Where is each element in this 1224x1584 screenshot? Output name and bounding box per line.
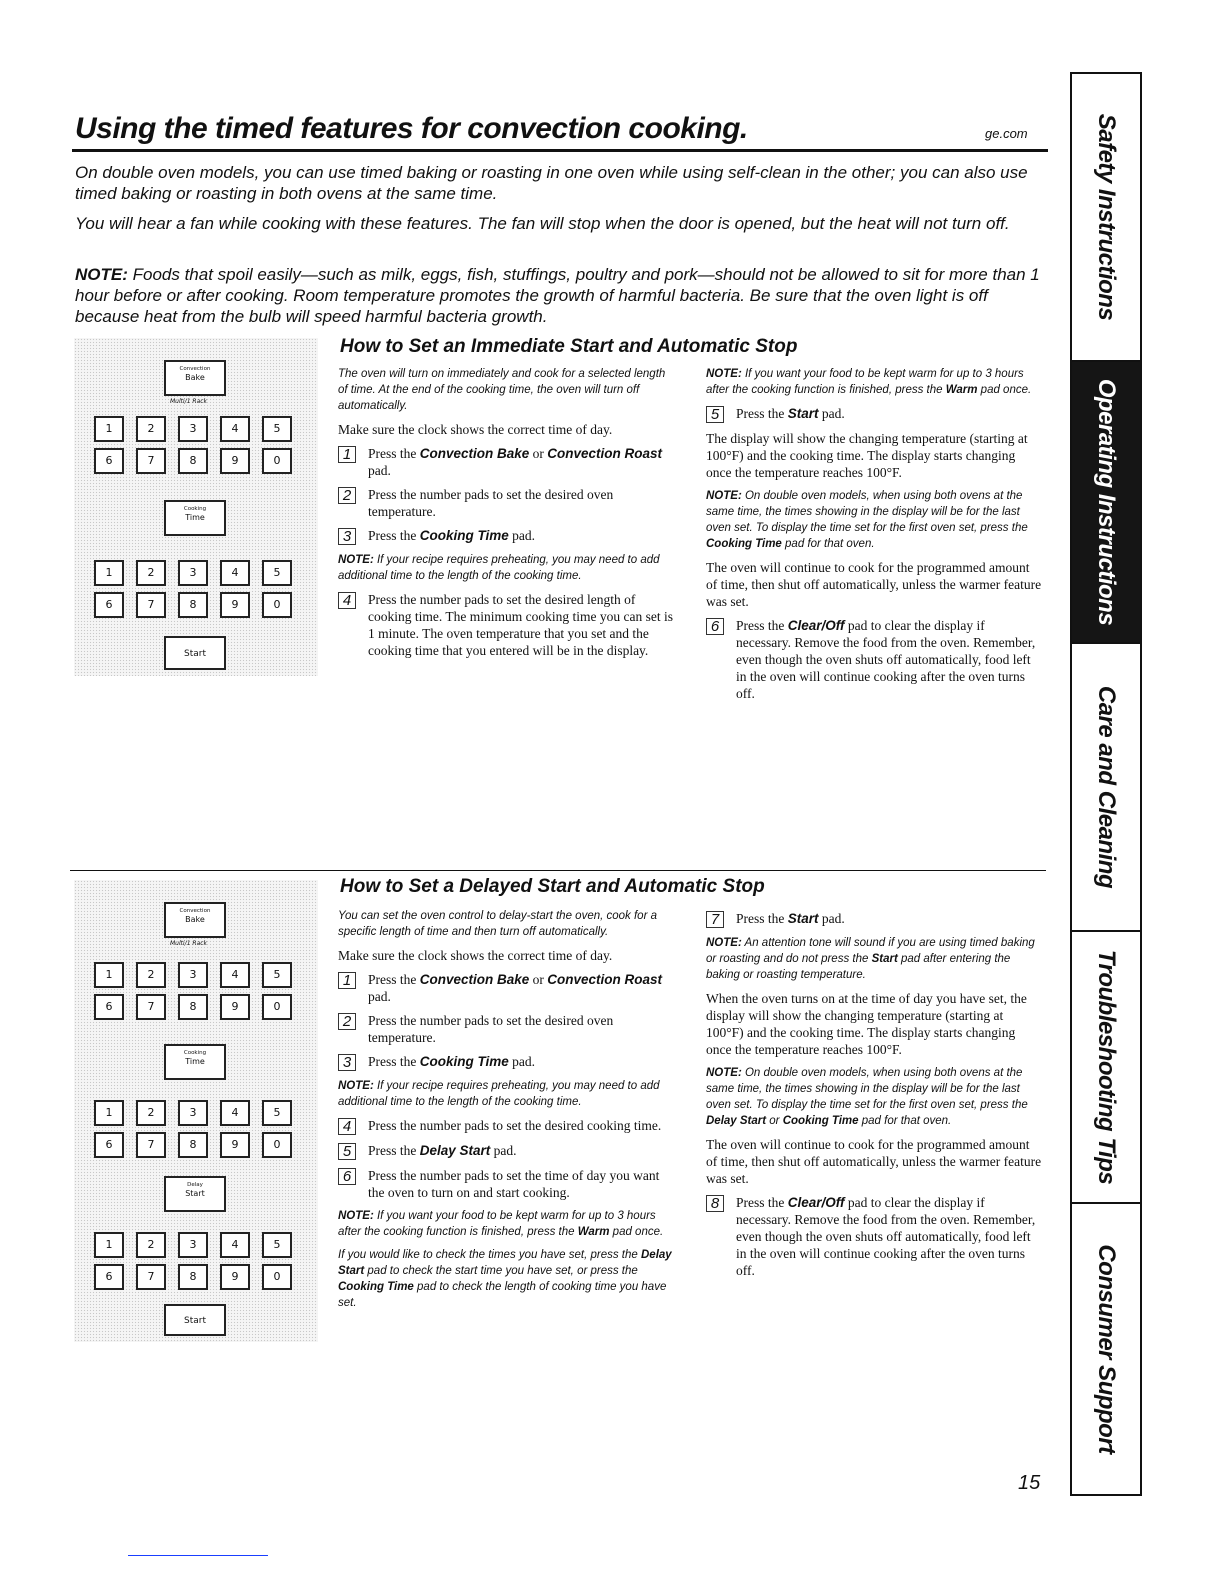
section-divider bbox=[70, 870, 1046, 871]
clock-instruction: Make sure the clock shows the correct time of day. bbox=[338, 422, 613, 437]
digit-pad[interactable]: 2 bbox=[136, 1100, 166, 1126]
digit-pad[interactable]: 6 bbox=[94, 1132, 124, 1158]
step-number: 4 bbox=[338, 592, 356, 609]
digit-pad[interactable]: 7 bbox=[136, 994, 166, 1020]
intro-note bbox=[75, 264, 1050, 327]
step-4: 4 Press the number pads to set the desired cooking time. bbox=[338, 1117, 678, 1135]
site-url: ge.com bbox=[985, 126, 1028, 141]
step-7: 7 Press the Start pad. bbox=[706, 910, 1042, 928]
tab-operating-instructions[interactable]: Operating Instructions bbox=[1072, 362, 1140, 644]
digit-pad[interactable]: 3 bbox=[178, 1100, 208, 1126]
digit-pad[interactable]: 5 bbox=[262, 962, 292, 988]
note-label: NOTE: bbox=[75, 265, 128, 284]
step-number: 2 bbox=[338, 1013, 356, 1030]
page-number: 15 bbox=[1018, 1472, 1041, 1494]
digit-pad[interactable]: 7 bbox=[136, 448, 166, 474]
digit-pad[interactable]: 5 bbox=[262, 1100, 292, 1126]
step-number: 3 bbox=[338, 528, 356, 545]
intro-fan: You will hear a fan while cooking with these features. The fan will stop when the door is opened, but the heat will not turn off. bbox=[75, 214, 1010, 233]
keypad-panel-delayed bbox=[74, 880, 318, 1342]
digit-pad[interactable]: 0 bbox=[262, 448, 292, 474]
digit-pad[interactable]: 0 bbox=[262, 1264, 292, 1290]
step-8: 8 Press the Clear/Off pad to clear the display if necessary. Remove the food from the oven. Remember, even though the oven shuts off automatically, food left in the oven will continue cooking after the oven turns off. bbox=[706, 1194, 1042, 1279]
clock-instruction: Make sure the clock shows the correct time of day. bbox=[338, 948, 613, 963]
section-intro: You can set the oven control to delay-start the oven, cook for a specific length of time and then turn off automatically. bbox=[338, 910, 657, 938]
cooking-time-pad[interactable]: Cooking Time bbox=[164, 1044, 226, 1080]
digit-pad[interactable]: 2 bbox=[136, 1232, 166, 1258]
step-number: 1 bbox=[338, 972, 356, 989]
digit-pad[interactable]: 7 bbox=[136, 592, 166, 618]
section-tabs bbox=[1070, 72, 1142, 1496]
section-delayed-title: How to Set a Delayed Start and Automatic Stop bbox=[340, 876, 765, 897]
digit-pad[interactable]: 8 bbox=[178, 448, 208, 474]
digit-pad[interactable]: 0 bbox=[262, 994, 292, 1020]
note-double-oven: NOTE: On double oven models, when using both ovens at the same time, the times showing in the display will be for the last oven set. To display the time set for the first oven set, press the Cooking Time pad for that oven. bbox=[706, 490, 1028, 550]
note-warm: NOTE: If you want your food to be kept warm for up to 3 hours after the cooking function is finished, press the Warm pad once. bbox=[706, 368, 1032, 396]
digit-pad[interactable]: 4 bbox=[220, 416, 250, 442]
digit-pad[interactable]: 3 bbox=[178, 416, 208, 442]
digit-pad[interactable]: 3 bbox=[178, 962, 208, 988]
step-4: 4 Press the number pads to set the desired length of cooking time. The minimum cooking time you can set is 1 minute. The oven temperature that you set and the cooking time that you entered will be in the display. bbox=[338, 591, 678, 659]
digit-pad[interactable]: 9 bbox=[220, 1132, 250, 1158]
step-2: 2 Press the number pads to set the desired oven temperature. bbox=[338, 486, 678, 520]
section-immediate-left-column bbox=[338, 366, 678, 666]
digit-pad[interactable]: 1 bbox=[94, 1232, 124, 1258]
digit-pad[interactable]: 1 bbox=[94, 416, 124, 442]
continue-info: The oven will continue to cook for the programmed amount of time, then shut off automatically, unless the warmer feature was set. bbox=[706, 560, 1042, 609]
digit-pad[interactable]: 1 bbox=[94, 1100, 124, 1126]
section-delayed-left-column bbox=[338, 908, 678, 1318]
digit-pad[interactable]: 9 bbox=[220, 592, 250, 618]
step-number: 6 bbox=[706, 618, 724, 635]
digit-pad[interactable]: 1 bbox=[94, 962, 124, 988]
title-rule bbox=[72, 149, 1048, 152]
note-attention-tone: NOTE: An attention tone will sound if you are using timed baking or roasting and do not press the Start pad after entering the baking or roasting temperature. bbox=[706, 937, 1035, 981]
digit-pad[interactable]: 6 bbox=[94, 994, 124, 1020]
step-6: 6 Press the Clear/Off pad to clear the display if necessary. Remove the food from the oven. Remember, even though the oven shuts off automatically, food left in the oven will continue cooking after the oven turns off. bbox=[706, 617, 1042, 702]
step-number: 8 bbox=[706, 1195, 724, 1212]
tab-consumer-support[interactable]: Consumer Support bbox=[1093, 1244, 1120, 1454]
note-preheat: NOTE: If your recipe requires preheating, you may need to add additional time to the length of the cooking time. bbox=[338, 554, 660, 582]
digit-pad[interactable]: 6 bbox=[94, 592, 124, 618]
digit-pad[interactable]: 0 bbox=[262, 1132, 292, 1158]
digit-pad[interactable]: 3 bbox=[178, 560, 208, 586]
multi-rack-label: Multi/1 Rack bbox=[170, 940, 208, 947]
digit-pad[interactable]: 4 bbox=[220, 1232, 250, 1258]
step-number: 4 bbox=[338, 1118, 356, 1135]
note-check-times: If you would like to check the times you have set, press the Delay Start pad to check the start time you have set, or press the Cooking Time pad to check the length of cooking time you have set. bbox=[338, 1249, 672, 1309]
digit-pad[interactable]: 3 bbox=[178, 1232, 208, 1258]
section-immediate-right-column bbox=[706, 366, 1042, 709]
convection-bake-pad[interactable]: Convection Bake bbox=[164, 360, 226, 396]
display-info: The display will show the changing temperature (starting at 100°F) and the cooking time. The display starts changing once the temperature reaches 100°F. bbox=[706, 431, 1028, 480]
digit-pad[interactable]: 4 bbox=[220, 962, 250, 988]
digit-pad[interactable]: 5 bbox=[262, 1232, 292, 1258]
step-number: 1 bbox=[338, 446, 356, 463]
section-intro: The oven will turn on immediately and cook for a selected length of time. At the end of the cooking time, the oven will turn off automatically. bbox=[338, 368, 666, 412]
when-info: When the oven turns on at the time of day you have set, the display will show the changing temperature (starting at 100°F) and the cooking time. The display starts changing once the temperature reaches 100°F. bbox=[706, 991, 1027, 1057]
digit-pad[interactable]: 9 bbox=[220, 448, 250, 474]
intro-double-oven: On double oven models, you can use timed baking or roasting in one oven while using self-clean in the other; you can also use timed baking or roasting in both ovens at the same time. bbox=[75, 163, 1028, 203]
digit-pad[interactable]: 5 bbox=[262, 416, 292, 442]
step-1: 1 Press the Convection Bake or Convection Roast pad. bbox=[338, 971, 678, 1005]
convection-bake-pad[interactable]: Convection Bake bbox=[164, 902, 226, 938]
step-5: 5 Press the Delay Start pad. bbox=[338, 1142, 678, 1160]
section-immediate-title: How to Set an Immediate Start and Automatic Stop bbox=[340, 336, 798, 357]
digit-pad[interactable]: 0 bbox=[262, 592, 292, 618]
step-number: 7 bbox=[706, 911, 724, 928]
note-text: Foods that spoil easily—such as milk, eggs, fish, stuffings, poultry and pork—should not be allowed to sit for more than 1 hour before or after cooking. Room temperature promotes the growth of harmful bacteria. Be sure that the oven light is off because heat from the bulb will speed harmful bacteria growth. bbox=[75, 265, 1040, 326]
delay-start-pad[interactable]: Delay Start bbox=[164, 1176, 226, 1212]
tab-troubleshooting-tips[interactable]: Troubleshooting Tips bbox=[1072, 932, 1140, 1204]
step-number: 5 bbox=[338, 1143, 356, 1160]
footer-link-underline bbox=[128, 1555, 268, 1556]
digit-pad[interactable]: 4 bbox=[220, 560, 250, 586]
digit-pad[interactable]: 2 bbox=[136, 560, 166, 586]
step-number: 6 bbox=[338, 1168, 356, 1185]
step-2: 2 Press the number pads to set the desired oven temperature. bbox=[338, 1012, 678, 1046]
step-number: 5 bbox=[706, 406, 724, 423]
digit-pad[interactable]: 5 bbox=[262, 560, 292, 586]
digit-pad[interactable]: 6 bbox=[94, 1264, 124, 1290]
step-3: 3 Press the Cooking Time pad. bbox=[338, 1053, 678, 1071]
digit-pad[interactable]: 4 bbox=[220, 1100, 250, 1126]
continue-info: The oven will continue to cook for the programmed amount of time, then shut off automatically, unless the warmer feature was set. bbox=[706, 1137, 1042, 1186]
multi-rack-label: Multi/1 Rack bbox=[170, 398, 208, 405]
step-number: 3 bbox=[338, 1054, 356, 1071]
digit-pad[interactable]: 7 bbox=[136, 1132, 166, 1158]
digit-pad[interactable]: 2 bbox=[136, 962, 166, 988]
start-pad[interactable]: Start bbox=[164, 1304, 226, 1336]
digit-pad[interactable]: 9 bbox=[220, 1264, 250, 1290]
digit-pad[interactable]: 2 bbox=[136, 416, 166, 442]
page-title: Using the timed features for convection cooking. bbox=[75, 112, 748, 145]
cooking-time-pad[interactable]: Cooking Time bbox=[164, 500, 226, 536]
digit-pad[interactable]: 8 bbox=[178, 994, 208, 1020]
step-number: 2 bbox=[338, 487, 356, 504]
step-3: 3 Press the Cooking Time pad. bbox=[338, 527, 678, 545]
note-double-oven: NOTE: On double oven models, when using both ovens at the same time, the times showing in the display will be for the last oven set. To display the time set for the first oven set, press the Delay Start or Cooking Time pad for that oven. bbox=[706, 1067, 1028, 1127]
tab-safety-instructions[interactable]: Safety Instructions bbox=[1072, 74, 1140, 362]
start-pad[interactable]: Start bbox=[164, 636, 226, 670]
step-6: 6 Press the number pads to set the time of day you want the oven to turn on and start cooking. bbox=[338, 1167, 678, 1201]
digit-pad[interactable]: 9 bbox=[220, 994, 250, 1020]
note-warm: NOTE: If you want your food to be kept warm for up to 3 hours after the cooking function is finished, press the Warm pad once. bbox=[338, 1210, 664, 1238]
digit-pad[interactable]: 8 bbox=[178, 592, 208, 618]
keypad-panel-immediate bbox=[74, 338, 318, 676]
note-preheat: NOTE: If your recipe requires preheating, you may need to add additional time to the length of the cooking time. bbox=[338, 1080, 660, 1108]
digit-pad[interactable]: 7 bbox=[136, 1264, 166, 1290]
step-5: 5 Press the Start pad. bbox=[706, 405, 1042, 423]
section-delayed-right-column bbox=[706, 908, 1042, 1286]
tab-care-and-cleaning[interactable]: Care and Cleaning bbox=[1072, 644, 1140, 932]
step-1: 1 Press the Convection Bake or Convection Roast pad. bbox=[338, 445, 678, 479]
digit-pad[interactable]: 8 bbox=[178, 1132, 208, 1158]
digit-pad[interactable]: 6 bbox=[94, 448, 124, 474]
digit-pad[interactable]: 8 bbox=[178, 1264, 208, 1290]
digit-pad[interactable]: 1 bbox=[94, 560, 124, 586]
